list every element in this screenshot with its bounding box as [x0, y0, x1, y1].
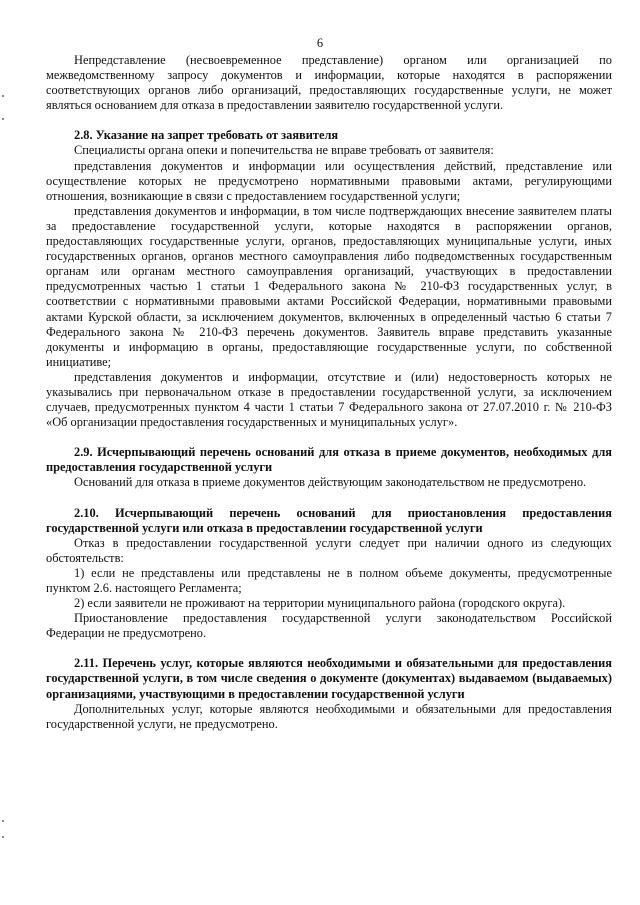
section-heading-2-11: 2.11. Перечень услуг, которые являются необходимыми и обязательными для предоставления государственной услуги, в том числе сведения о документе (документах) выдаваемом (выдаваемых) организациями, участвующими в предоставлении государственной услуги — [46, 656, 612, 701]
scan-margin-marks — [2, 0, 6, 905]
page-number: 6 — [316, 36, 324, 50]
section-heading-2-10: 2.10. Исчерпывающий перечень оснований для приостановления предоставления государственной услуги или отказа в предоставлении государственной услуги — [46, 505, 612, 535]
paragraph-2-8-3: представления документов и информации, в том числе подтверждающих внесение заявителем платы за предоставление государственной услуги, которые находятся в распоряжении органов, предоставляющих государственные услуги, органов, предоставляющих муниципальные услуги, иных государственных органов, органов местного самоуправления либо подведомственных государственным органам или органам местного самоуправления организаций, участвующих в предоставлении предусмотренных частью 1 статьи 1 Федерального закона № 210-ФЗ государственных услуг, в соответствии с нормативными правовыми актами Российской Федерации, нормативными правовыми актами Курской области, за исключением документов, включенных в определенный частью 6 статьи 7 Федерального закона № 210-ФЗ перечень документов. Заявитель вправе представить указанные документы и информацию в органы, предоставляющие государственные услуги, по собственной инициативе; — [46, 203, 612, 369]
paragraph-2-8-1: Специалисты органа опеки и попечительства не вправе требовать от заявителя: — [74, 143, 494, 158]
paragraph-2-8-4: представления документов и информации, отсутствие и (или) недостоверность которых не указывались при первоначальном отказе в предоставлении государственной услуги, за исключением случаев, предусмотренных пунктом 4 части 1 статьи 7 Федерального закона от 27.07.2010 г. № 210-ФЗ «Об организации предоставления государственных и муниципальных услуг». — [46, 369, 612, 430]
paragraph-intro: Непредставление (несвоевременное представление) органом или организацией по межведомственному запросу документов и информации, которые находятся в распоряжении соответствующих органов либо организаций, предоставляющих государственные услуги, не может являться основанием для отказа в предоставлении заявителю государственной услуги. — [46, 53, 612, 113]
paragraph-2-8-2: представления документов и информации или осуществления действий, представление или осуществление которых не предусмотрено нормативными правовыми актами, регулирующими отношения, возникающие в связи с предоставлением государственной услуги; — [46, 158, 612, 203]
paragraph-2-11: Дополнительных услуг, которые являются необходимыми и обязательными для предоставления государственной услуги, не предусмотрено. — [46, 701, 612, 731]
section-heading-2-8: 2.8. Указание на запрет требовать от заявителя — [74, 128, 339, 143]
document-body — [46, 53, 612, 732]
paragraph-2-10-3: 2) если заявители не проживают на территории муниципального района (городского округа). — [74, 596, 566, 611]
section-heading-2-9: 2.9. Исчерпывающий перечень оснований для отказа в приеме документов, необходимых для предоставления государственной услуги — [46, 445, 612, 475]
paragraph-2-10-1: Отказ в предоставлении государственной услуги следует при наличии одного из следующих обстоятельств: — [46, 535, 612, 565]
paragraph-2-9: Оснований для отказа в приеме документов действующим законодательством не предусмотрено. — [74, 475, 587, 490]
paragraph-2-10-2: 1) если не представлены или представлены не в полном объеме документы, предусмотренные пунктом 2.6. настоящего Регламента; — [46, 565, 612, 595]
paragraph-2-10-4: Приостановление предоставления государственной услуги законодательством Российской Федерации не предусмотрено. — [46, 611, 612, 641]
